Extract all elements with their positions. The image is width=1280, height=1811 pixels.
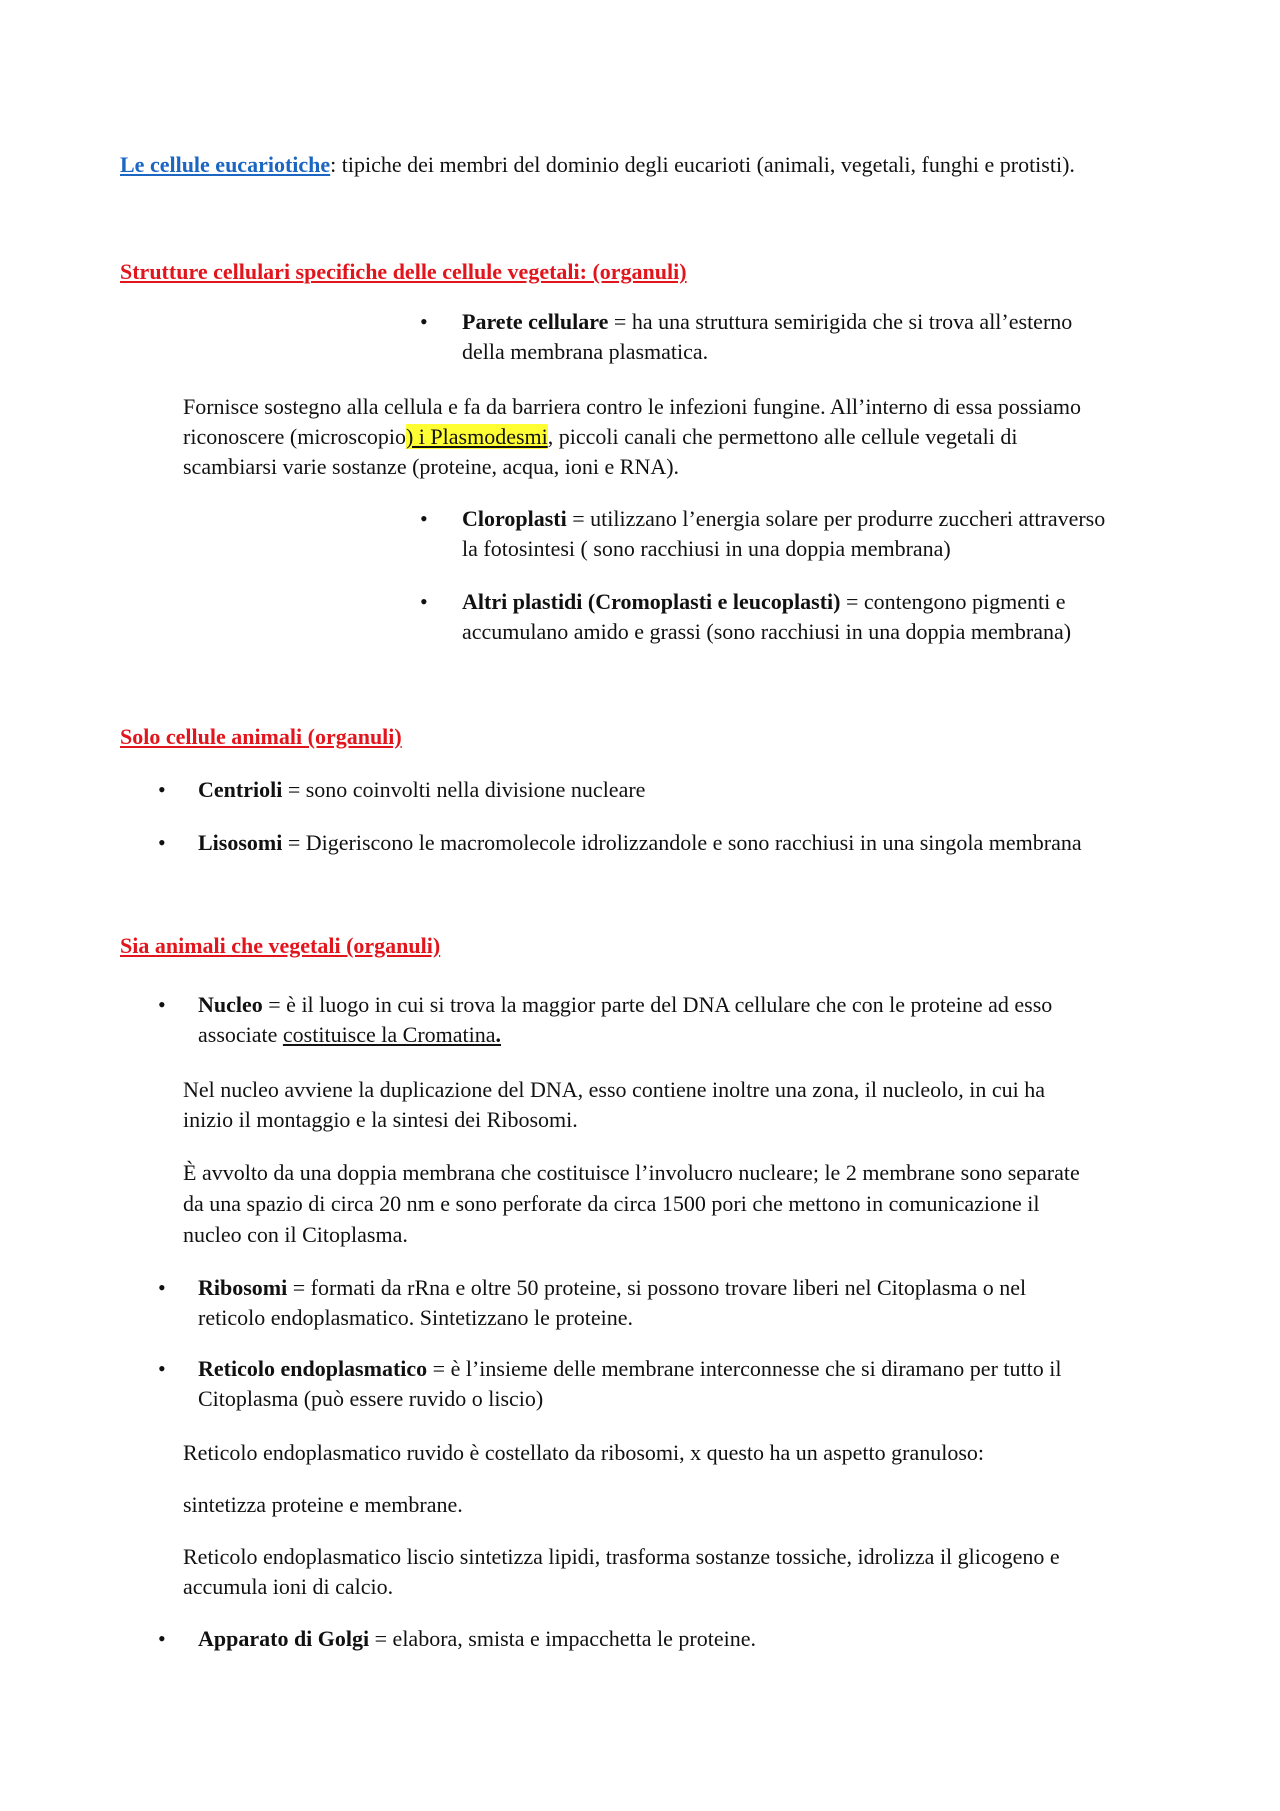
nucleo-paragraph-1 [183,1075,1183,1135]
term-plastidi: Altri plastidi (Cromoplasti e leucoplasti) [462,589,841,614]
lisosomi-text: = Digeriscono le macromolecole idrolizzandole e sono racchiusi in una singola membrana [282,830,1082,855]
nucleo-para2-line-3: nucleo con il Citoplasma. [183,1222,408,1247]
nucleo-para1-line-1: Nel nucleo avviene la duplicazione del DNA, esso contiene inoltre una zona, il nucleolo, in cui ha [183,1077,1045,1102]
ribosomi-text-1: = formati da rRna e oltre 50 proteine, si possono trovare liberi nel Citoplasma o nel [287,1275,1027,1300]
reticolo-liscio-line-2: accumula ioni di calcio. [183,1574,394,1599]
plastidi-text-2: accumulano amido e grassi (sono racchiusi in una doppia membrana) [462,619,1072,644]
parete-text-2: della membrana plasmatica. [462,339,709,364]
plasmodesmi-highlight: ) i Plasmodesmi [405,424,548,449]
reticolo-text-1: = è l’insieme delle membrane interconnesse che si diramano per tutto il [427,1356,1062,1381]
plant-section-heading: Strutture cellulari specifiche delle cellule vegetali: (organuli) [120,259,687,284]
intro-line [120,150,1180,180]
bullet-icon: • [158,1626,166,1651]
parete-para-line-2b: , piccoli canali che permettono alle cellule vegetali di [547,424,1018,449]
term-centrioli: Centrioli [198,777,283,802]
bullet-icon: • [420,506,428,531]
bullet-icon: • [158,1275,166,1300]
golgi-text: = elabora, smista e impacchetta le proteine. [369,1626,756,1651]
nucleo-para2-line-1: È avvolto da una doppia membrana che costituisce l’involucro nucleare; le 2 membrane sono separate [183,1160,1080,1185]
term-nucleo: Nucleo [198,992,263,1017]
parete-para-line-2a: riconoscere (microscopio [183,424,406,449]
parete-para-line-1: Fornisce sostegno alla cellula e fa da barriera contro le infezioni fungine. All’interno di essa possiamo [183,394,1082,419]
bullet-icon: • [158,777,166,802]
bullet-icon: • [158,1356,166,1381]
nucleo-text-2b: . [495,1022,502,1047]
parete-text-1: = ha una struttura semirigida che si trova all’esterno [608,309,1073,334]
bullet-icon: • [420,589,428,614]
reticolo-liscio-line-1: Reticolo endoplasmatico liscio sintetizza lipidi, trasforma sostanze tossiche, idrolizza il glicogeno e [183,1544,1060,1569]
bullet-icon: • [158,992,166,1017]
intro-link[interactable]: Le cellule eucariotiche [120,152,331,177]
cloroplasti-text-1: = utilizzano l’energia solare per produrre zuccheri attraverso [566,506,1106,531]
plastidi-text-1: = contengono pigmenti e [840,589,1066,614]
intro-text: : tipiche dei membri del dominio degli eucarioti (animali, vegetali, funghi e protisti). [330,152,1075,177]
term-ribosomi: Ribosomi [198,1275,288,1300]
reticolo-ruvido-paragraph-2: sintetizza proteine e membrane. [183,1492,463,1517]
reticolo-liscio-paragraph [183,1542,1183,1602]
nucleo-paragraph-2 [183,1157,1193,1250]
animal-section-heading: Solo cellule animali (organuli) [120,724,402,749]
term-lisosomi: Lisosomi [198,830,283,855]
both-section-heading: Sia animali che vegetali (organuli) [120,933,441,958]
term-cloroplasti: Cloroplasti [462,506,567,531]
nucleo-text-1: = è il luogo in cui si trova la maggior parte del DNA cellulare che con le proteine ad esso [262,992,1053,1017]
centrioli-text: = sono coinvolti nella divisione nucleare [282,777,646,802]
term-parete: Parete cellulare [462,309,609,334]
parete-paragraph [183,392,1183,482]
bullet-icon: • [158,830,166,855]
cromatina-underline: costituisce la Cromatina [282,1022,496,1047]
ribosomi-text-2: reticolo endoplasmatico. Sintetizzano le proteine. [198,1305,633,1330]
term-golgi: Apparato di Golgi [198,1626,370,1651]
term-reticolo: Reticolo endoplasmatico [198,1356,428,1381]
parete-para-line-3: scambiarsi varie sostanze (proteine, acqua, ioni e RNA). [183,454,680,479]
reticolo-ruvido-paragraph: Reticolo endoplasmatico ruvido è costellato da ribosomi, x questo ha un aspetto granuloso: [183,1440,985,1465]
bullet-icon: • [420,309,428,334]
cloroplasti-text-2: la fotosintesi ( sono racchiusi in una doppia membrana) [462,536,951,561]
nucleo-para1-line-2: inizio il montaggio e la sintesi dei Ribosomi. [183,1107,578,1132]
nucleo-para2-line-2: da una spazio di circa 20 nm e sono perforate da circa 1500 pori che mettono in comunicazione il [183,1191,1040,1216]
reticolo-text-2: Citoplasma (può essere ruvido o liscio) [198,1386,544,1411]
nucleo-text-2a: associate [198,1022,283,1047]
